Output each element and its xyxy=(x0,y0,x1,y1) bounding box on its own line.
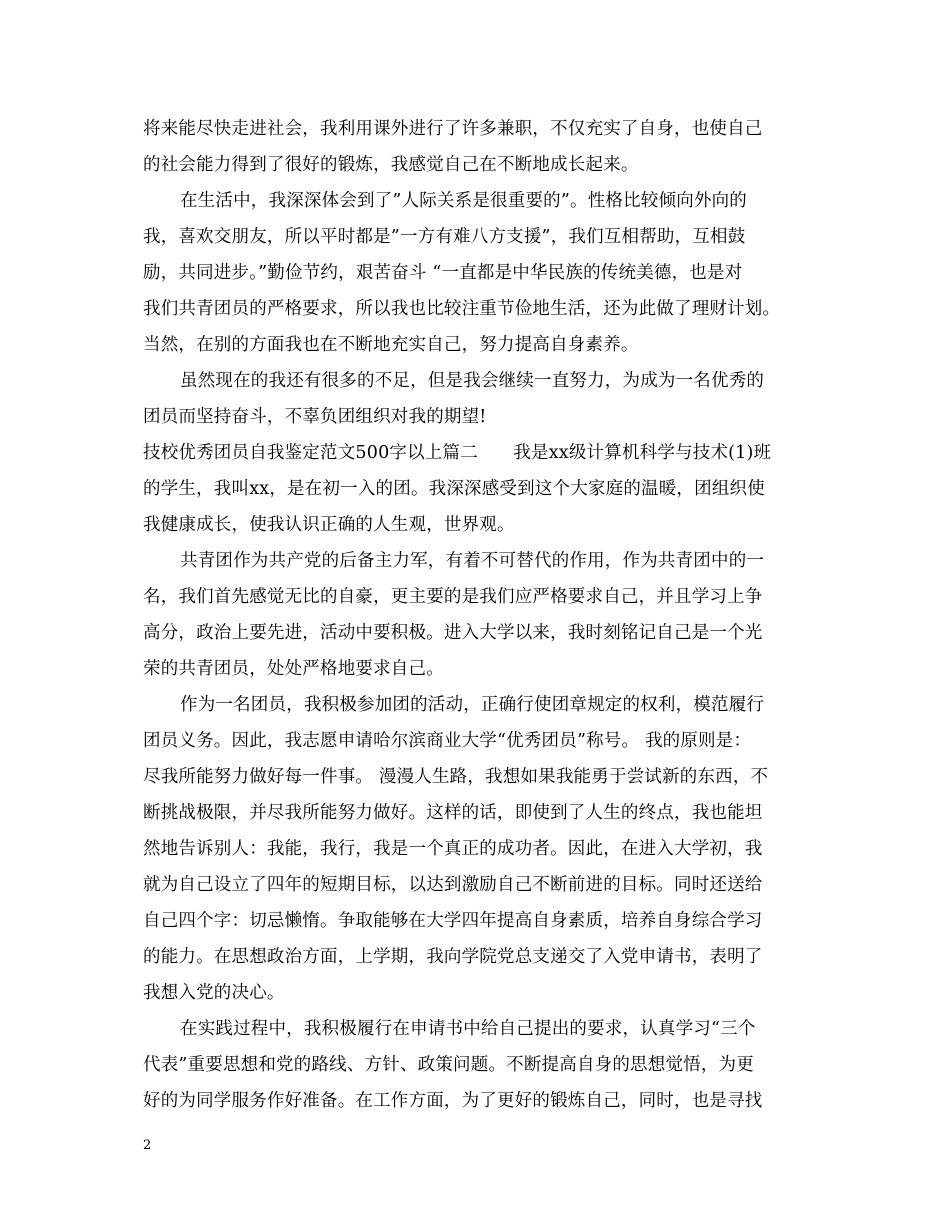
text-line: 团员而坚持奋斗，不辜负团组织对我的期望! xyxy=(143,407,487,427)
text-line: 荣的共青团员，处处严格地要求自己。 xyxy=(143,659,444,679)
text-line: 技校优秀团员自我鉴定范文500字以上篇二 我是xx级计算机科学与技术(1)班 xyxy=(143,443,772,463)
text-line: 我们共青团员的严格要求，所以我也比较注重节俭地生活，还为此做了理财计划。 xyxy=(143,299,781,319)
text-line: 当然，在别的方面我也在不断地充实自己，努力提高自身素养。 xyxy=(143,335,639,355)
text-line: 在实践过程中，我积极履行在申请书中给自己提出的要求，认真学习“三个 xyxy=(180,1019,756,1039)
text-line: 的学生，我叫xx，是在初一入的团。我深深感受到这个大家庭的温暖，团组织使 xyxy=(143,479,765,499)
text-line: 我，喜欢交朋友，所以平时都是”一方有难八方支援”，我们互相帮助，互相鼓 xyxy=(143,227,746,247)
text-line: 自己四个字：切忌懒惰。争取能够在大学四年提高自身素质，培养自身综合学习 xyxy=(143,911,763,931)
text-line: 高分，政治上要先进，活动中要积极。进入大学以来，我时刻铭记自己是一个光 xyxy=(143,623,763,643)
text-line: 共青团作为共产党的后备主力军，有着不可替代的作用，作为共青团中的一 xyxy=(180,551,765,571)
text-line: 的能力。在思想政治方面，上学期，我向学院党总支递交了入党申请书，表明了 xyxy=(143,947,763,967)
text-line: 作为一名团员，我积极参加团的活动，正确行使团章规定的权利，模范履行 xyxy=(180,695,765,715)
text-line: 将来能尽快走进社会，我利用课外进行了许多兼职，不仅充实了自身，也使自己 xyxy=(143,119,763,139)
text-line: 励，共同进步。”勤俭节约，艰苦奋斗 “一直都是中华民族的传统美德，也是对 xyxy=(143,263,743,283)
text-line: 然地告诉别人：我能，我行，我是一个真正的成功者。因此，在进入大学初，我 xyxy=(143,839,763,859)
text-line: 虽然现在的我还有很多的不足，但是我会继续一直努力，为成为一名优秀的 xyxy=(180,371,765,391)
text-line: 的社会能力得到了很好的锻炼，我感觉自己在不断地成长起来。 xyxy=(143,155,639,175)
page-number: 2 xyxy=(143,1138,152,1153)
text-line: 就为自己设立了四年的短期目标，以达到激励自己不断前进的目标。同时还送给 xyxy=(143,875,763,895)
text-line: 名，我们首先感觉无比的自豪，更主要的是我们应严格要求自己，并且学习上争 xyxy=(143,587,763,607)
text-line: 代表”重要思想和党的路线、方针、政策问题。不断提高自身的思想觉悟，为更 xyxy=(143,1055,754,1075)
text-line: 团员义务。因此，我志愿申请哈尔滨商业大学“优秀团员”称号。 我的原则是： xyxy=(143,731,752,751)
text-line: 我想入党的决心。 xyxy=(143,983,285,1003)
text-line: 在生活中，我深深体会到了”人际关系是很重要的”。性格比较倾向外向的 xyxy=(180,191,747,211)
text-line: 断挑战极限，并尽我所能努力做好。这样的话，即使到了人生的终点，我也能坦 xyxy=(143,803,763,823)
text-line: 我健康成长，使我认识正确的人生观，世界观。 xyxy=(143,515,515,535)
text-line: 好的为同学服务作好准备。在工作方面，为了更好的锻炼自己，同时，也是寻找 xyxy=(143,1091,763,1111)
text-line: 尽我所能努力做好每一件事。 漫漫人生路，我想如果我能勇于尝试新的东西，不 xyxy=(143,767,769,787)
